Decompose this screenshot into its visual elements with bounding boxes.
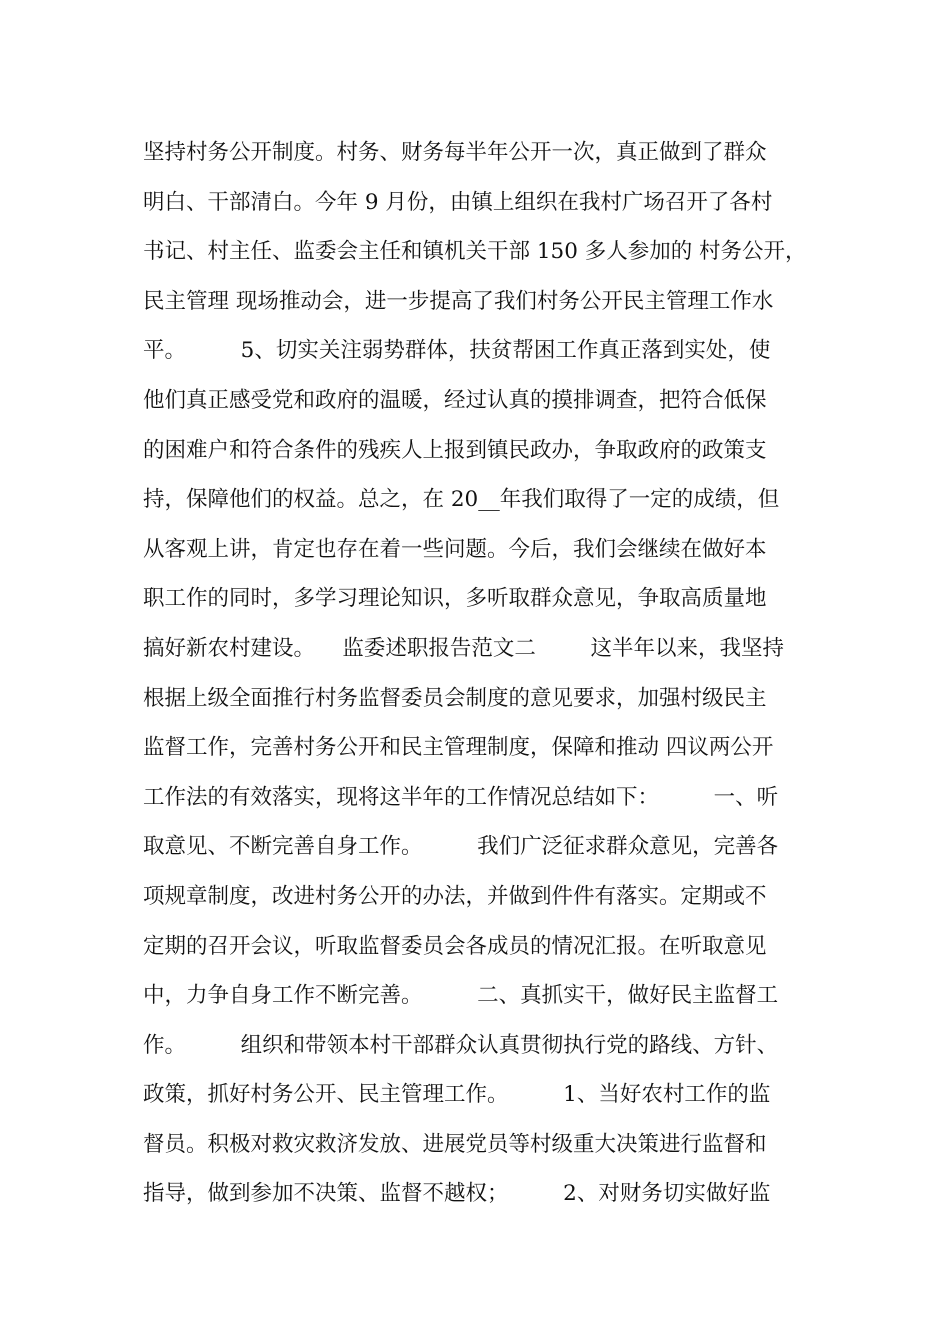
text-line: 政策，抓好村务公开、民主管理工作。 1、当好农村工作的监 — [143, 1082, 771, 1108]
text-line: 平。 5、切实关注弱势群体，扶贫帮困工作真正落到实处，使 — [143, 338, 771, 364]
text-line: 指导，做到参加不决策、监督不越权； 2、对财务切实做好监 — [143, 1181, 771, 1207]
text-line: 从客观上讲，肯定也存在着一些问题。今后，我们会继续在做好本 — [143, 536, 767, 562]
text-line: 的困难户和符合条件的残疾人上报到镇民政办，争取政府的政策支 — [143, 437, 767, 463]
text-line: 书记、村主任、监委会主任和镇机关干部 150 多人参加的 村务公开， — [143, 239, 807, 265]
text-line: 民主管理 现场推动会，进一步提高了我们村务公开民主管理工作水 — [143, 288, 774, 314]
text-line: 职工作的同时，多学习理论知识，多听取群众意见，争取高质量地 — [143, 586, 767, 612]
text-line: 督员。积极对救灾救济发放、进展党员等村级重大决策进行监督和 — [143, 1131, 767, 1157]
text-line: 搞好新农村建设。 监委述职报告范文二 这半年以来，我坚持 — [143, 635, 785, 661]
text-line: 取意见、不断完善自身工作。 我们广泛征求群众意见，完善各 — [143, 834, 779, 860]
text-line: 他们真正感受党和政府的温暖，经过认真的摸排调查，把符合低保 — [143, 387, 767, 413]
text-line: 工作法的有效落实，现将这半年的工作情况总结如下： 一、听 — [143, 784, 779, 810]
text-line: 坚持村务公开制度。村务、财务每半年公开一次，真正做到了群众 — [143, 140, 767, 165]
text-line: 中，力争自身工作不断完善。 二、真抓实干，做好民主监督工 — [143, 983, 779, 1009]
text-line: 明白、干部清白。今年 9 月份，由镇上组织在我村广场召开了各村 — [143, 189, 773, 215]
text-line: 定期的召开会议，听取监督委员会各成员的情况汇报。在听取意见 — [143, 933, 767, 959]
text-line: 项规章制度，改进村务公开的办法，并做到件件有落实。定期或不 — [143, 883, 767, 909]
text-line: 作。 组织和带领本村干部群众认真贯彻执行党的路线、方针、 — [143, 1032, 779, 1058]
body-text — [143, 128, 823, 1219]
text-line: 根据上级全面推行村务监督委员会制度的意见要求，加强村级民主 — [143, 685, 767, 711]
text-line: 监督工作，完善村务公开和民主管理制度，保障和推动 四议两公开 — [143, 735, 774, 761]
text-line: 持，保障他们的权益。总之，在 20__年我们取得了一定的成绩，但 — [143, 487, 780, 513]
